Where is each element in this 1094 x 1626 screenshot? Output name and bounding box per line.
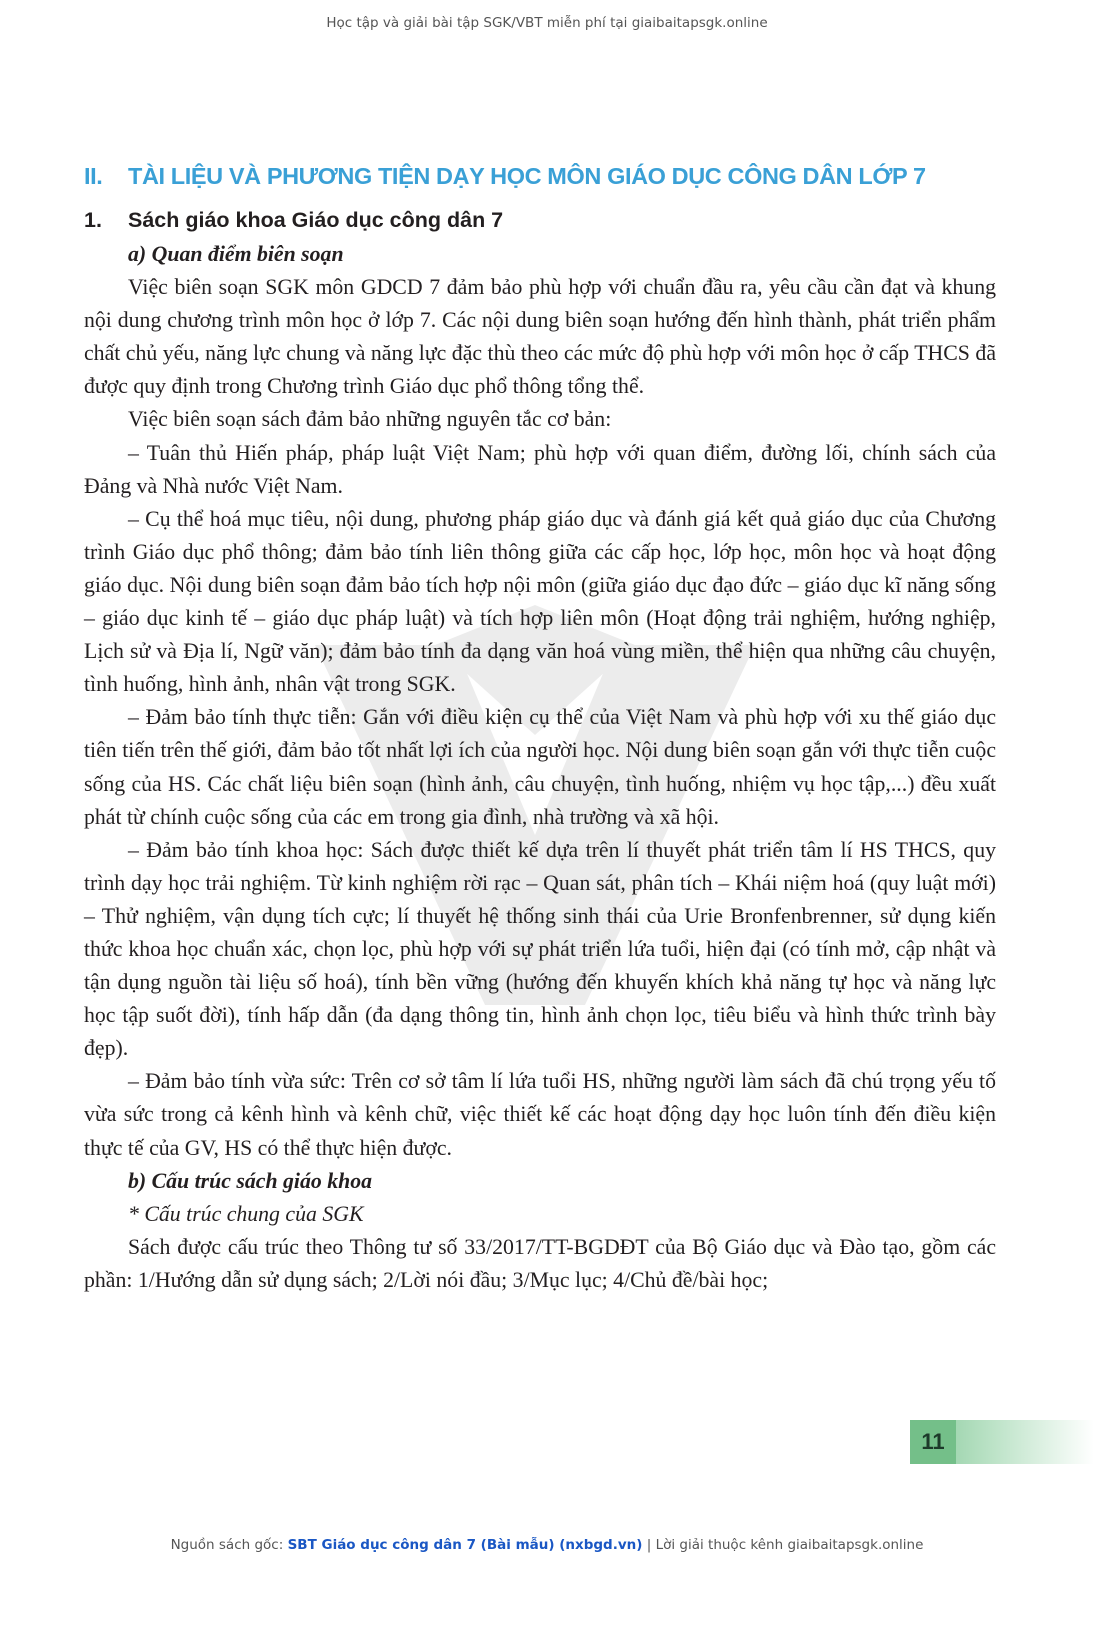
paragraph: – Đảm bảo tính vừa sức: Trên cơ sở tâm lí lứa tuổi HS, những người làm sách đã chú trọng yếu tố vừa sức trong cả kênh hình và kênh chữ, việc thiết kế các hoạt động dạy học luôn tính đến điều kiện thực tế của GV, HS có thể thực hiện được. (84, 1069, 996, 1160)
paragraph: – Cụ thể hoá mục tiêu, nội dung, phương pháp giáo dục và đánh giá kết quả giáo dục của Chương trình Giáo dục phổ thông; đảm bảo tính liên thông giữa các cấp học, lớp học, môn học và hoạt động giáo dục. Nội dung biên soạn đảm bảo tích hợp nội môn (giữa giáo dục đạo đức – giáo dục kĩ năng sống – giáo dục kinh tế – giáo dục pháp luật) và tích hợp liên môn (Hoạt động trải nghiệm, hướng nghiệp, Lịch sử và Địa lí, Ngữ văn); đảm bảo tính đa dạng văn hoá vùng miền, thể hiện qua những câu chuyện, tình huống, hình ảnh, nhân vật trong SGK. (84, 506, 996, 697)
paragraph-subheading: * Cấu trúc chung của SGK (128, 1201, 364, 1226)
paragraph: Việc biên soạn sách đảm bảo những nguyên tắc cơ bản: (128, 407, 612, 432)
page-number-tab (910, 1420, 1094, 1464)
footer-prefix: Nguồn sách gốc: (170, 1537, 288, 1553)
footer-book-link[interactable]: SBT Giáo dục công dân 7 (Bài mẫu) (nxbgd.vn) (287, 1537, 643, 1553)
subsection-number: 1. (84, 208, 102, 232)
section-title: TÀI LIỆU VÀ PHƯƠNG TIỆN DẠY HỌC MÔN GIÁO DỤC CÔNG DÂN LỚP 7 (128, 163, 926, 189)
footer-suffix: | Lời giải thuộc kênh giaibaitapsgk.online (642, 1537, 924, 1553)
paragraph: Việc biên soạn SGK môn GDCD 7 đảm bảo phù hợp với chuẩn đầu ra, yêu cầu cần đạt và khung nội dung chương trình môn học ở lớp 7. Các nội dung biên soạn hướng đến hình thành, phát triển phẩm chất chủ yếu, năng lực chung và năng lực đặc thù theo các mức độ phù hợp với môn học ở cấp THCS đã được quy định trong Chương trình Giáo dục phổ thông tổng thể. (84, 275, 996, 399)
paragraph: – Đảm bảo tính khoa học: Sách được thiết kế dựa trên lí thuyết phát triển tâm lí HS THCS, quy trình dạy học trải nghiệm. Từ kinh nghiệm rời rạc – Quan sát, phân tích – Khái niệm hoá (quy luật mới) – Thử nghiệm, vận dụng tích cực; lí thuyết hệ thống sinh thái của Urie Bronfenbrenner, sử dụng kiến thức khoa học chuẩn xác, chọn lọc, phù hợp với sự phát triển lứa tuổi, hiện đại (có tính mở, cập nhật và tận dụng nguồn tài liệu số hoá), tính bền vững (hướng đến khuyến khích khả năng tự học và năng lực học tập suốt đời), tính hấp dẫn (đa dạng thông tin, hình ảnh chọn lọc, tiêu biểu và hình thức trình bày đẹp). (84, 837, 996, 1061)
subsection-title: Sách giáo khoa Giáo dục công dân 7 (128, 208, 504, 232)
header-note: Học tập và giải bài tập SGK/VBT miễn phí tại giaibaitapsgk.online (326, 15, 768, 31)
page-number: 11 (910, 1420, 956, 1464)
section-number: II. (84, 163, 103, 189)
footer-note (0, 1537, 1094, 1553)
paragraph-heading: a) Quan điểm biên soạn (128, 242, 344, 266)
paragraph: – Tuân thủ Hiến pháp, pháp luật Việt Nam; phù hợp với quan điểm, đường lối, chính sách của Đảng và Nhà nước Việt Nam. (84, 440, 996, 498)
section-heading (84, 163, 1024, 190)
paragraph: – Đảm bảo tính thực tiễn: Gắn với điều kiện cụ thể của Việt Nam và phù hợp với xu thế giáo dục tiên tiến trên thế giới, đảm bảo tốt nhất lợi ích của người học. Nội dung biên soạn gắn với thực tiễn cuộc sống của HS. Các chất liệu biên soạn (hình ảnh, câu chuyện, tình huống, nhiệm vụ học tập,...) đều xuất phát từ chính cuộc sống của các em trong gia đình, nhà trường và xã hội. (84, 705, 996, 829)
paragraph-heading: b) Cấu trúc sách giáo khoa (128, 1168, 373, 1193)
body-text (84, 238, 996, 1297)
subsection-heading (84, 208, 503, 233)
paragraph: Sách được cấu trúc theo Thông tư số 33/2017/TT-BGDĐT của Bộ Giáo dục và Đào tạo, gồm các phần: 1/Hướng dẫn sử dụng sách; 2/Lời nói đầu; 3/Mục lục; 4/Chủ đề/bài học; (84, 1234, 996, 1292)
